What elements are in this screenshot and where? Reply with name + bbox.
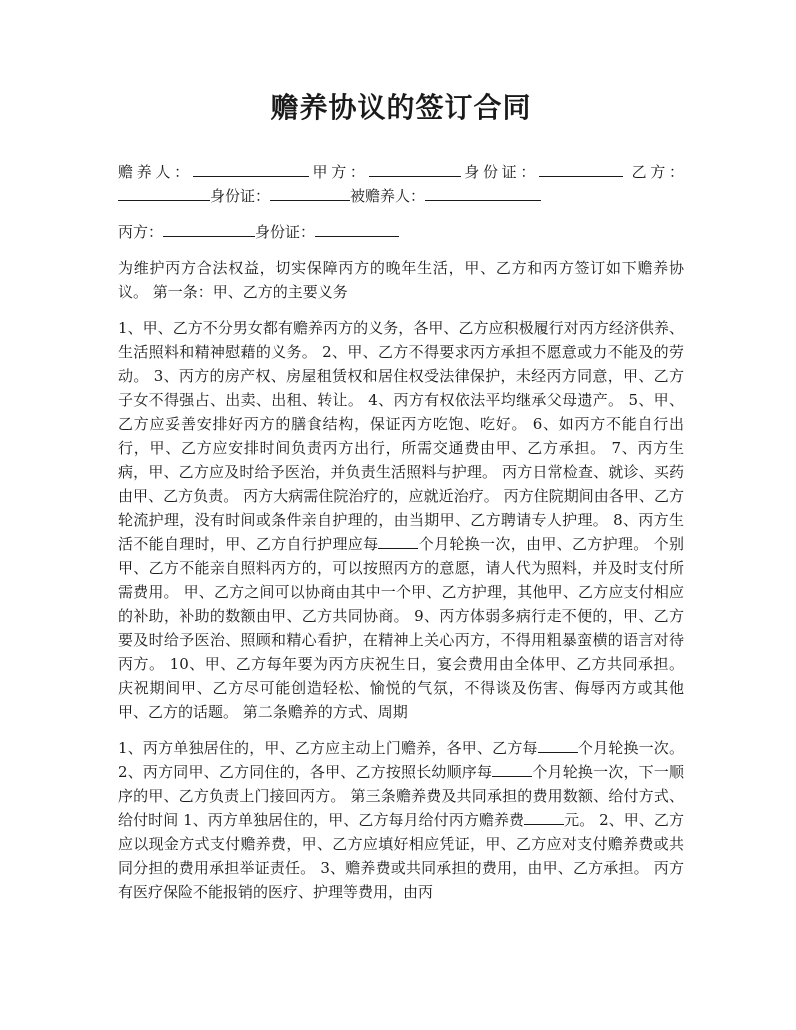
page-title: 赡养协议的签订合同: [270, 91, 532, 124]
party-b-blank: [118, 185, 210, 201]
clause-two-text-3: 个月轮换一次，下一顺序的甲、乙方负责上门接回丙方。 第三条赡养费及共同承担的费用数额、给付方式、给付时间 1、丙方单独居住的，甲、乙方每月给付丙方赡养费: [118, 763, 684, 829]
id-blank-2: [270, 185, 350, 201]
rotation-months-blank: [378, 533, 418, 549]
id-blank-3: [315, 221, 399, 237]
party-c-blank: [163, 221, 255, 237]
id-label-2: 身份证：: [210, 187, 271, 205]
support-amount-blank: [524, 809, 564, 825]
id-label-3: 身份证：: [255, 223, 316, 241]
intro-paragraph: 为维护丙方合法权益，切实保障丙方的晚年生活，甲、乙方和丙方签订如下赡养协议。 第一条：甲、乙方的主要义务: [118, 259, 684, 301]
clause-one-text-2: 个月轮换一次，由甲、乙方护理。 个别甲、乙方不能亲自照料丙方的，可以按照丙方的意愿，请人代为照料，并及时支付所需费用。 甲、乙方之间可以协商由其中一个甲、乙方护理，其他甲、乙方应支付相应的补助，补助的数额由甲、乙方共同协商。 9、丙方体弱多病行走不便的，甲、乙方要及时给予医治、照顾和精心看护，在精神上关心丙方，不得用粗暴蛮横的语言对待丙方。 10、甲、乙方每年要为丙方庆祝生日，宴会费用由全体甲、乙方共同承担。 庆祝期间甲、乙方尽可能创造轻松、愉悦的气氛，不得谈及伤害、侮辱丙方或其他甲、乙方的话题。 第二条赡养的方式、周期: [118, 535, 684, 721]
supported-label: 被赡养人：: [350, 187, 426, 205]
party-b-label: 乙方：: [631, 163, 684, 181]
party-a-blank: [369, 161, 461, 177]
clause-one-text-1: 1、甲、乙方不分男女都有赡养丙方的义务，各甲、乙方应积极履行对丙方经济供养、生活照料和精神慰藉的义务。 2、甲、乙方不得要求丙方承担不愿意或力不能及的劳动。 3、丙方的房产权、房屋租赁权和居住权受法律保护，未经丙方同意，甲、乙方子女不得强占、出卖、出租、转让。 4、丙方有权依法平均继承父母遗产。 5、甲、乙方应妥善安排好丙方的膳食结构，保证丙方吃饱、吃好。 6、如丙方不能自行出行，甲、乙方应安排时间负责丙方出行，所需交通费由甲、乙方承担。 7、丙方生病，甲、乙方应及时给予医治，并负责生活照料与护理。 丙方日常检查、就诊、买药由甲、乙方负责。 丙方大病需住院治疗的，应就近治疗。 丙方住院期间由各甲、乙方轮流护理，没有时间或条件亲自护理的，由当期甲、乙方聘请专人护理。 8、丙方生活不能自理时，甲、乙方自行护理应每: [118, 319, 684, 553]
clause-two-text-2: 个月轮换一次。 2、丙方同甲、乙方同住的，各甲、乙方按照长幼顺序每: [118, 739, 684, 781]
clause-one-paragraph: [118, 316, 684, 724]
live-in-months-blank: [492, 761, 532, 777]
parties-block: [118, 160, 684, 208]
party-c-block: [118, 220, 684, 244]
clause-two-text-4: 元。 2、甲、乙方应以现金方式支付赡养费，甲、乙方应填好相应凭证，甲、乙方应对支付赡养费或共同分担的费用承担举证责任。 3、赡养费或共同承担的费用，由甲、乙方承担。 丙方有医疗保险不能报销的医疗、护理等费用，由丙: [118, 811, 684, 901]
document-page: [118, 88, 684, 916]
id-label-1: 身份证：: [460, 163, 540, 181]
supported-blank: [425, 185, 541, 201]
clause-two-text-1: 1、丙方单独居住的，甲、乙方应主动上门赡养，各甲、乙方每: [118, 739, 538, 757]
id-blank-1: [539, 161, 623, 177]
supporter-blank: [193, 161, 309, 177]
party-c-label: 丙方：: [118, 223, 164, 241]
party-a-label: 甲方：: [308, 163, 369, 181]
supporter-label: 赡养人：: [118, 163, 193, 181]
visit-months-blank: [538, 737, 578, 753]
clause-two-paragraph: [118, 736, 684, 904]
